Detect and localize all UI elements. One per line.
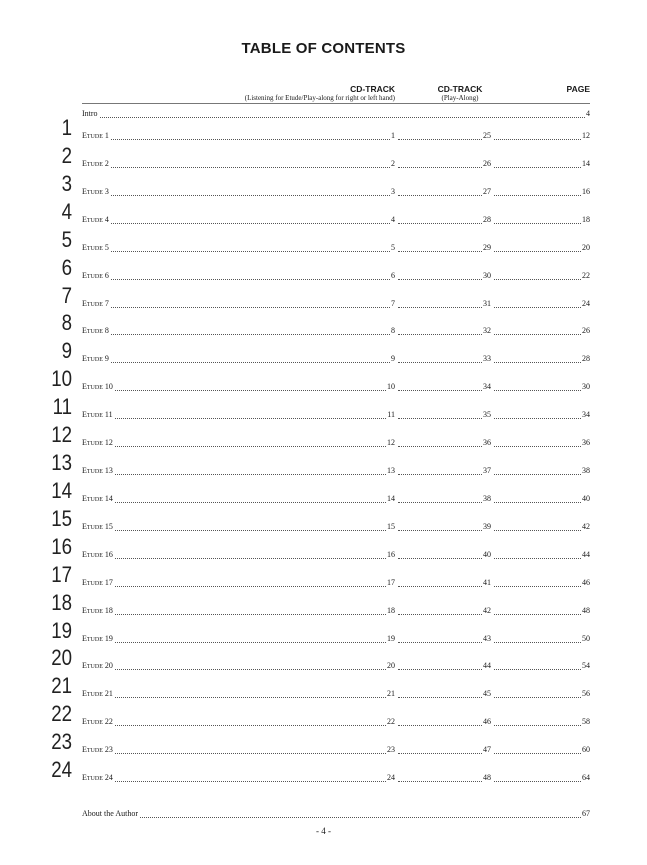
- entry-label: Etude 14: [82, 493, 113, 503]
- cd-track-2-subheader: (Play-Along): [441, 94, 479, 102]
- etude-number: 15: [51, 505, 72, 531]
- entry-track-1: 18: [387, 605, 395, 615]
- entry-page: 42: [582, 521, 590, 531]
- entry-page: 20: [582, 242, 590, 252]
- leader-dots: [398, 502, 490, 503]
- leader-dots: [398, 530, 490, 531]
- leader-dots: [398, 334, 490, 335]
- toc-row-etude: [0, 450, 647, 480]
- etude-number: 22: [51, 701, 72, 727]
- etude-number: 6: [61, 254, 72, 280]
- entry-track-2: 45: [483, 689, 491, 699]
- leader-dots: [84, 642, 394, 643]
- entry-label: Etude 7: [82, 298, 109, 308]
- leader-dots: [398, 781, 490, 782]
- leader-dots: [84, 418, 394, 419]
- page-header: PAGE: [566, 84, 590, 94]
- leader-dots: [84, 697, 394, 698]
- entry-page: 4: [586, 109, 590, 118]
- etude-number: 8: [61, 310, 72, 336]
- entry-track-2: 48: [483, 773, 491, 783]
- entry-page: 28: [582, 354, 590, 364]
- toc-row-etude: [0, 477, 647, 508]
- leader-dots: [494, 614, 589, 615]
- entry-label: Etude 16: [82, 549, 113, 559]
- leader-dots: [84, 251, 394, 252]
- entry-track-2: 26: [483, 158, 491, 168]
- leader-dots: [84, 117, 589, 118]
- etude-number: 13: [51, 450, 72, 476]
- etude-number: 1: [61, 115, 72, 140]
- entry-page: 14: [582, 158, 590, 168]
- toc-row-etude: [0, 645, 647, 675]
- toc-row-etude: [0, 338, 647, 368]
- entry-label: Etude 13: [82, 466, 113, 476]
- leader-dots: [84, 195, 394, 196]
- leader-dots: [494, 558, 589, 559]
- entry-track-1: 12: [387, 438, 395, 448]
- toc-row-etude: [0, 701, 647, 731]
- etude-number: 19: [51, 617, 72, 643]
- entry-track-1: 6: [391, 270, 395, 280]
- entry-page: 16: [582, 186, 590, 196]
- entry-label: Intro: [82, 109, 98, 118]
- entry-page: 38: [582, 466, 590, 476]
- entry-track-2: 27: [483, 186, 491, 196]
- toc-row-etude: [0, 115, 647, 145]
- entry-page: 36: [582, 438, 590, 448]
- entry-page: 44: [582, 549, 590, 559]
- entry-track-2: 36: [483, 438, 491, 448]
- leader-dots: [398, 362, 490, 363]
- entry-track-2: 40: [483, 549, 491, 559]
- entry-page: 48: [582, 605, 590, 615]
- leader-dots: [84, 446, 394, 447]
- entry-page: 54: [582, 661, 590, 671]
- etude-number: 18: [51, 589, 72, 615]
- entry-label: Etude 20: [82, 661, 113, 671]
- etude-number: 2: [61, 142, 72, 168]
- entry-track-1: 23: [387, 745, 395, 755]
- leader-dots: [398, 474, 490, 475]
- leader-dots: [398, 279, 490, 280]
- entry-label: Etude 12: [82, 438, 113, 448]
- entry-track-2: 33: [483, 354, 491, 364]
- toc-row-etude: [0, 422, 647, 452]
- leader-dots: [398, 725, 490, 726]
- leader-dots: [84, 390, 394, 391]
- page-title: TABLE OF CONTENTS: [241, 40, 406, 57]
- entry-track-2: 47: [483, 745, 491, 755]
- etude-number: 3: [61, 170, 72, 196]
- entry-track-2: 30: [483, 270, 491, 280]
- entry-page: 18: [582, 214, 590, 224]
- entry-track-2: 25: [483, 131, 491, 140]
- leader-dots: [494, 307, 589, 308]
- leader-dots: [494, 195, 589, 196]
- leader-dots: [494, 669, 589, 670]
- etude-number: 14: [51, 477, 72, 503]
- entry-label: Etude 17: [82, 577, 113, 587]
- header-rule: [82, 103, 590, 104]
- toc-row-etude: [0, 617, 647, 648]
- toc-row-etude: [0, 673, 647, 703]
- leader-dots: [398, 586, 490, 587]
- entry-label: Etude 3: [82, 186, 109, 196]
- entry-track-2: 32: [483, 326, 491, 336]
- entry-track-1: 15: [387, 521, 395, 531]
- leader-dots: [84, 781, 394, 782]
- etude-number: 4: [61, 198, 72, 224]
- etude-number: 11: [52, 394, 72, 420]
- toc-row-etude: [0, 254, 647, 285]
- leader-dots: [398, 251, 490, 252]
- entry-page: 34: [582, 410, 590, 420]
- entry-page: 56: [582, 689, 590, 699]
- toc-row-etude: [0, 198, 647, 229]
- entry-track-2: 38: [483, 493, 491, 503]
- leader-dots: [398, 139, 490, 140]
- leader-dots: [398, 195, 490, 196]
- entry-label: Etude 4: [82, 214, 109, 224]
- leader-dots: [494, 139, 589, 140]
- etude-number: 23: [51, 729, 72, 755]
- cd-track-2-header: CD-TRACK: [437, 84, 483, 94]
- etude-number: 7: [61, 282, 72, 308]
- entry-track-1: 16: [387, 549, 395, 559]
- toc-row-etude: [0, 142, 647, 173]
- leader-dots: [494, 390, 589, 391]
- leader-dots: [84, 139, 394, 140]
- leader-dots: [494, 362, 589, 363]
- entry-label: Etude 8: [82, 326, 109, 336]
- entry-page: 67: [582, 809, 590, 818]
- toc-row-etude: [0, 533, 647, 564]
- leader-dots: [398, 642, 490, 643]
- leader-dots: [398, 390, 490, 391]
- leader-dots: [494, 334, 589, 335]
- entry-page: 60: [582, 745, 590, 755]
- leader-dots: [494, 753, 589, 754]
- entry-track-2: 46: [483, 717, 491, 727]
- toc-row-etude: [0, 226, 647, 257]
- entry-label: Etude 15: [82, 521, 113, 531]
- leader-dots: [398, 697, 490, 698]
- entry-track-2: 41: [483, 577, 491, 587]
- leader-dots: [84, 362, 394, 363]
- leader-dots: [398, 614, 490, 615]
- entry-label: Etude 23: [82, 745, 113, 755]
- entry-label: Etude 22: [82, 717, 113, 727]
- entry-label: Etude 21: [82, 689, 113, 699]
- leader-dots: [494, 474, 589, 475]
- entry-label: Etude 19: [82, 633, 113, 643]
- entry-track-2: 39: [483, 521, 491, 531]
- leader-dots: [84, 669, 394, 670]
- entry-label: Etude 6: [82, 270, 109, 280]
- page-number: - 4 -: [316, 826, 331, 836]
- leader-dots: [84, 223, 394, 224]
- leader-dots: [398, 167, 490, 168]
- etude-number: 10: [51, 366, 72, 392]
- entry-label: Etude 24: [82, 773, 113, 783]
- entry-page: 22: [582, 270, 590, 280]
- leader-dots: [494, 167, 589, 168]
- entry-track-2: 31: [483, 298, 491, 308]
- toc-row-etude: [0, 170, 647, 201]
- entry-track-1: 3: [391, 186, 395, 196]
- leader-dots: [494, 725, 589, 726]
- entry-track-1: 21: [387, 689, 395, 699]
- leader-dots: [398, 446, 490, 447]
- leader-dots: [398, 307, 490, 308]
- etude-number: 17: [51, 561, 72, 587]
- toc-row-etude: [0, 561, 647, 592]
- etude-number: 21: [51, 673, 72, 699]
- leader-dots: [494, 642, 589, 643]
- etude-number: 5: [61, 226, 72, 252]
- entry-page: 46: [582, 577, 590, 587]
- entry-track-1: 7: [391, 298, 395, 308]
- entry-track-2: 43: [483, 633, 491, 643]
- entry-page: 12: [582, 131, 590, 140]
- leader-dots: [84, 474, 394, 475]
- leader-dots: [494, 446, 589, 447]
- leader-dots: [494, 279, 589, 280]
- etude-number: 20: [51, 645, 72, 671]
- entry-track-1: 17: [387, 577, 395, 587]
- entry-page: 64: [582, 773, 590, 783]
- leader-dots: [494, 418, 589, 419]
- entry-track-1: 13: [387, 466, 395, 476]
- entry-label: Etude 2: [82, 158, 109, 168]
- leader-dots: [84, 502, 394, 503]
- toc-row-intro: [0, 109, 647, 123]
- toc-row-etude: [0, 282, 647, 313]
- leader-dots: [398, 558, 490, 559]
- entry-track-2: 34: [483, 382, 491, 392]
- leader-dots: [494, 781, 589, 782]
- leader-dots: [398, 753, 490, 754]
- toc-row-etude: [0, 394, 647, 424]
- entry-label: Etude 1: [82, 131, 109, 140]
- toc-row-etude: [0, 729, 647, 759]
- leader-dots: [84, 167, 394, 168]
- leader-dots: [84, 586, 394, 587]
- entry-track-1: 24: [387, 773, 395, 783]
- entry-track-1: 19: [387, 633, 395, 643]
- leader-dots: [84, 279, 394, 280]
- entry-track-1: 20: [387, 661, 395, 671]
- entry-track-1: 9: [391, 354, 395, 364]
- leader-dots: [84, 558, 394, 559]
- leader-dots: [494, 223, 589, 224]
- etude-number: 9: [61, 338, 72, 364]
- leader-dots: [398, 669, 490, 670]
- leader-dots: [398, 418, 490, 419]
- entry-track-2: 42: [483, 605, 491, 615]
- entry-track-1: 1: [391, 131, 395, 140]
- etude-number: 24: [51, 757, 72, 783]
- entry-page: 24: [582, 298, 590, 308]
- etude-number: 16: [51, 533, 72, 559]
- entry-page: 50: [582, 633, 590, 643]
- toc-row-about: [0, 809, 647, 823]
- leader-dots: [84, 334, 394, 335]
- entry-track-1: 2: [391, 158, 395, 168]
- leader-dots: [494, 586, 589, 587]
- entry-label: About the Author: [82, 809, 138, 818]
- entry-track-2: 35: [483, 410, 491, 420]
- leader-dots: [494, 530, 589, 531]
- entry-track-1: 10: [387, 382, 395, 392]
- toc-row-etude: [0, 589, 647, 620]
- cd-track-1-header: CD-TRACK: [350, 84, 395, 94]
- leader-dots: [84, 307, 394, 308]
- toc-row-etude: [0, 757, 647, 787]
- entry-track-2: 29: [483, 242, 491, 252]
- entry-page: 40: [582, 493, 590, 503]
- cd-track-1-subheader: (Listening for Etude/Play-along for right or left hand): [244, 94, 395, 102]
- leader-dots: [398, 223, 490, 224]
- entry-track-1: 11: [387, 410, 395, 420]
- leader-dots: [84, 817, 589, 818]
- entry-label: Etude 11: [82, 410, 113, 420]
- leader-dots: [494, 502, 589, 503]
- entry-label: Etude 9: [82, 354, 109, 364]
- entry-track-1: 14: [387, 493, 395, 503]
- toc-row-etude: [0, 366, 647, 396]
- entry-page: 26: [582, 326, 590, 336]
- entry-page: 58: [582, 717, 590, 727]
- entry-track-2: 28: [483, 214, 491, 224]
- entry-label: Etude 5: [82, 242, 109, 252]
- toc-row-etude: [0, 505, 647, 536]
- leader-dots: [84, 753, 394, 754]
- entry-track-1: 5: [391, 242, 395, 252]
- leader-dots: [84, 725, 394, 726]
- entry-page: 30: [582, 382, 590, 392]
- toc-row-etude: [0, 310, 647, 340]
- entry-track-1: 22: [387, 717, 395, 727]
- entry-track-2: 44: [483, 661, 491, 671]
- entry-label: Etude 18: [82, 605, 113, 615]
- etude-number: 12: [51, 422, 72, 448]
- entry-track-1: 4: [391, 214, 395, 224]
- entry-label: Etude 10: [82, 382, 113, 392]
- leader-dots: [494, 251, 589, 252]
- leader-dots: [84, 530, 394, 531]
- leader-dots: [84, 614, 394, 615]
- entry-track-2: 37: [483, 466, 491, 476]
- leader-dots: [494, 697, 589, 698]
- entry-track-1: 8: [391, 326, 395, 336]
